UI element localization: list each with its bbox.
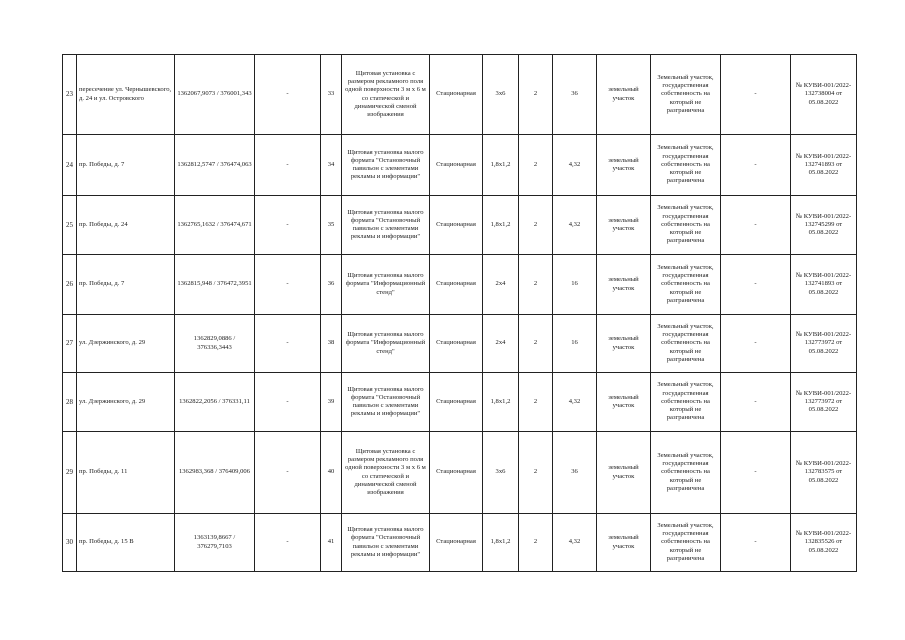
registry-doc-cell: № КУВИ-001/2022-132741893 от 05.08.2022: [791, 135, 857, 196]
coordinates-cell: 1363139,8667 / 376279,7103: [175, 514, 255, 572]
coordinates-cell: 1362822,2056 / 376331,11: [175, 373, 255, 432]
ownership-cell: Земельный участок, государственная собственность на который не разграничена: [651, 315, 721, 373]
table-row: [63, 315, 857, 373]
ownership-cell: Земельный участок, государственная собственность на который не разграничена: [651, 514, 721, 572]
placement-kind-cell: Стационарная: [430, 514, 483, 572]
object-id-cell: 39: [321, 373, 342, 432]
row-number: 29: [63, 432, 77, 514]
empty-dash-cell: -: [255, 55, 321, 135]
address-cell: пр. Победы, д. 15 В: [77, 514, 175, 572]
empty-dash-cell: -: [255, 255, 321, 315]
table-row: [63, 55, 857, 135]
construction-type-cell: Щитовая установка малого формата "Информационный стенд": [342, 315, 430, 373]
land-type-cell: земельный участок: [597, 135, 651, 196]
construction-type-cell: Щитовая установка малого формата "Информационный стенд": [342, 255, 430, 315]
placement-kind-cell: Стационарная: [430, 255, 483, 315]
coordinates-cell: 1362765,1632 / 376474,671: [175, 196, 255, 255]
land-type-cell: земельный участок: [597, 315, 651, 373]
size-cell: 1,8х1,2: [483, 373, 519, 432]
construction-type-cell: Щитовая установка малого формата "Остановочный павильон с элементами рекламы и информации": [342, 514, 430, 572]
registry-table: [62, 54, 857, 572]
address-cell: пересечение ул. Чернышевского, д. 24 и ул. Островского: [77, 55, 175, 135]
ownership-cell: Земельный участок, государственная собственность на который не разграничена: [651, 432, 721, 514]
area-cell: 16: [553, 315, 597, 373]
registry-doc-cell: № КУВИ-001/2022-132745299 от 05.08.2022: [791, 196, 857, 255]
land-type-cell: земельный участок: [597, 432, 651, 514]
empty-dash-cell: -: [255, 373, 321, 432]
object-id-cell: 40: [321, 432, 342, 514]
sides-cell: 2: [519, 55, 553, 135]
placement-kind-cell: Стационарная: [430, 373, 483, 432]
land-type-cell: земельный участок: [597, 373, 651, 432]
sides-cell: 2: [519, 255, 553, 315]
placement-kind-cell: Стационарная: [430, 55, 483, 135]
object-id-cell: 38: [321, 315, 342, 373]
sides-cell: 2: [519, 432, 553, 514]
row-number: 24: [63, 135, 77, 196]
empty-dash-cell: -: [721, 196, 791, 255]
empty-dash-cell: -: [721, 135, 791, 196]
coordinates-cell: 1362067,9073 / 376001,343: [175, 55, 255, 135]
land-type-cell: земельный участок: [597, 255, 651, 315]
row-number: 30: [63, 514, 77, 572]
empty-dash-cell: -: [255, 315, 321, 373]
registry-doc-cell: № КУВИ-001/2022-132741893 от 05.08.2022: [791, 255, 857, 315]
area-cell: 4,32: [553, 196, 597, 255]
construction-type-cell: Щитовая установка с размером рекламного поля одной поверхности 3 м х 6 м со статической и динамической сменой изображения: [342, 432, 430, 514]
address-cell: пр. Победы, д. 11: [77, 432, 175, 514]
empty-dash-cell: -: [255, 514, 321, 572]
row-number: 23: [63, 55, 77, 135]
construction-type-cell: Щитовая установка с размером рекламного поля одной поверхности 3 м х 6 м со статической и динамической сменой изображения: [342, 55, 430, 135]
table-row: [63, 514, 857, 572]
object-id-cell: 35: [321, 196, 342, 255]
registry-doc-cell: № КУВИ-001/2022-132773972 от 05.08.2022: [791, 315, 857, 373]
placement-kind-cell: Стационарная: [430, 196, 483, 255]
construction-type-cell: Щитовая установка малого формата "Остановочный павильон с элементами рекламы и информации": [342, 135, 430, 196]
size-cell: 2х4: [483, 315, 519, 373]
table-row: [63, 135, 857, 196]
ownership-cell: Земельный участок, государственная собственность на который не разграничена: [651, 55, 721, 135]
construction-type-cell: Щитовая установка малого формата "Остановочный павильон с элементами рекламы и информации": [342, 196, 430, 255]
placement-kind-cell: Стационарная: [430, 135, 483, 196]
placement-kind-cell: Стационарная: [430, 315, 483, 373]
coordinates-cell: 1362983,368 / 376409,006: [175, 432, 255, 514]
row-number: 28: [63, 373, 77, 432]
size-cell: 1,8х1,2: [483, 196, 519, 255]
coordinates-cell: 1362815,948 / 376472,3951: [175, 255, 255, 315]
area-cell: 16: [553, 255, 597, 315]
coordinates-cell: 1362829,0886 / 376336,3443: [175, 315, 255, 373]
table-row: [63, 196, 857, 255]
empty-dash-cell: -: [255, 432, 321, 514]
area-cell: 4,32: [553, 135, 597, 196]
area-cell: 4,32: [553, 373, 597, 432]
area-cell: 36: [553, 432, 597, 514]
sides-cell: 2: [519, 135, 553, 196]
land-type-cell: земельный участок: [597, 196, 651, 255]
address-cell: пр. Победы, д. 7: [77, 255, 175, 315]
land-type-cell: земельный участок: [597, 55, 651, 135]
placement-kind-cell: Стационарная: [430, 432, 483, 514]
registry-doc-cell: № КУВИ-001/2022-132738004 от 05.08.2022: [791, 55, 857, 135]
sides-cell: 2: [519, 373, 553, 432]
size-cell: 2х4: [483, 255, 519, 315]
sides-cell: 2: [519, 514, 553, 572]
empty-dash-cell: -: [255, 135, 321, 196]
registry-doc-cell: № КУВИ-001/2022-132773972 от 05.08.2022: [791, 373, 857, 432]
row-number: 25: [63, 196, 77, 255]
registry-doc-cell: № КУВИ-001/2022-132783575 от 05.08.2022: [791, 432, 857, 514]
size-cell: 1,8х1,2: [483, 514, 519, 572]
size-cell: 3х6: [483, 55, 519, 135]
address-cell: ул. Дзержинского, д. 29: [77, 373, 175, 432]
ownership-cell: Земельный участок, государственная собственность на который не разграничена: [651, 373, 721, 432]
address-cell: пр. Победы, д. 24: [77, 196, 175, 255]
empty-dash-cell: -: [721, 255, 791, 315]
address-cell: пр. Победы, д. 7: [77, 135, 175, 196]
object-id-cell: 33: [321, 55, 342, 135]
row-number: 27: [63, 315, 77, 373]
ownership-cell: Земельный участок, государственная собственность на который не разграничена: [651, 135, 721, 196]
empty-dash-cell: -: [255, 196, 321, 255]
table-row: [63, 432, 857, 514]
ownership-cell: Земельный участок, государственная собственность на который не разграничена: [651, 255, 721, 315]
empty-dash-cell: -: [721, 432, 791, 514]
address-cell: ул. Дзержинского, д. 29: [77, 315, 175, 373]
object-id-cell: 36: [321, 255, 342, 315]
registry-rows: [63, 55, 857, 572]
area-cell: 4,32: [553, 514, 597, 572]
construction-type-cell: Щитовая установка малого формата "Остановочный павильон с элементами рекламы и информации": [342, 373, 430, 432]
table-row: [63, 255, 857, 315]
empty-dash-cell: -: [721, 55, 791, 135]
object-id-cell: 34: [321, 135, 342, 196]
table-row: [63, 373, 857, 432]
ownership-cell: Земельный участок, государственная собственность на который не разграничена: [651, 196, 721, 255]
empty-dash-cell: -: [721, 315, 791, 373]
registry-doc-cell: № КУВИ-001/2022-132835526 от 05.08.2022: [791, 514, 857, 572]
size-cell: 3х6: [483, 432, 519, 514]
land-type-cell: земельный участок: [597, 514, 651, 572]
area-cell: 36: [553, 55, 597, 135]
object-id-cell: 41: [321, 514, 342, 572]
registry-sheet: [62, 54, 856, 572]
coordinates-cell: 1362812,5747 / 376474,063: [175, 135, 255, 196]
sides-cell: 2: [519, 315, 553, 373]
size-cell: 1,8х1,2: [483, 135, 519, 196]
sides-cell: 2: [519, 196, 553, 255]
row-number: 26: [63, 255, 77, 315]
empty-dash-cell: -: [721, 514, 791, 572]
empty-dash-cell: -: [721, 373, 791, 432]
